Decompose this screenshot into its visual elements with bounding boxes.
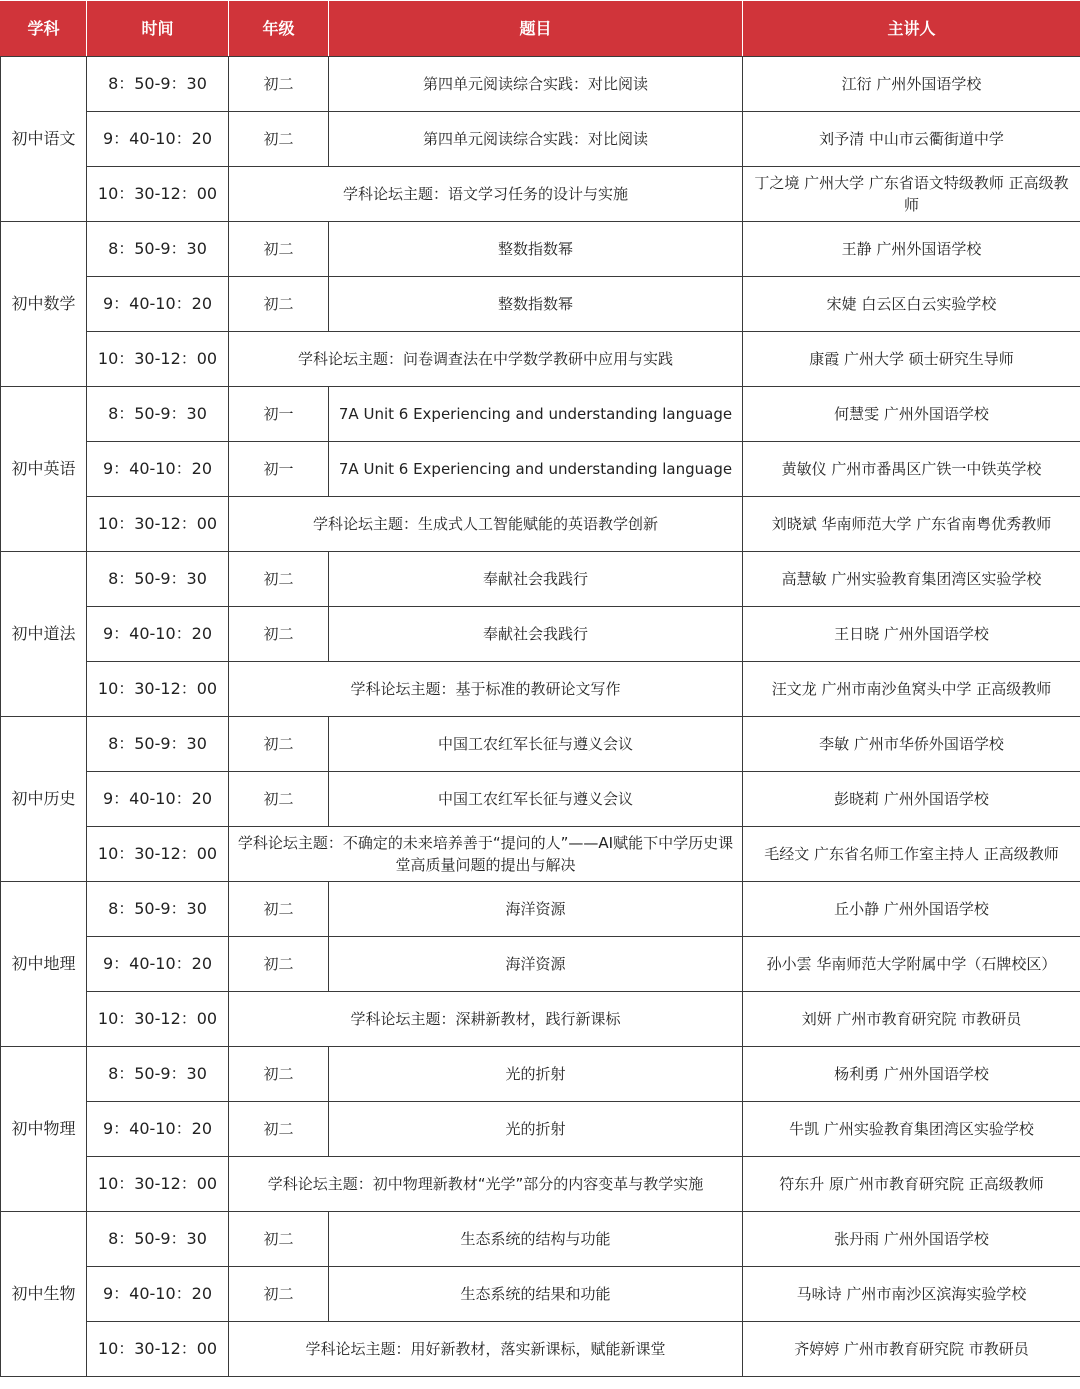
- forum-topic-cell: 学科论坛主题：深耕新教材，践行新课标: [229, 992, 743, 1047]
- table-row: [1, 112, 1080, 167]
- topic-cell: 整数指数幂: [329, 222, 743, 277]
- speaker-cell: 宋婕 白云区白云实验学校: [743, 277, 1080, 332]
- grade-cell: 初二: [229, 222, 329, 277]
- time-cell: 10：30-12：00: [87, 1157, 229, 1212]
- time-cell: 10：30-12：00: [87, 827, 229, 882]
- table-row: [1, 332, 1080, 387]
- header-topic: 题目: [329, 1, 743, 57]
- header-speaker: 主讲人: [743, 1, 1080, 57]
- topic-cell: 第四单元阅读综合实践：对比阅读: [329, 57, 743, 112]
- speaker-cell: 符东升 原广州市教育研究院 正高级教师: [743, 1157, 1080, 1212]
- time-cell: 8：50-9：30: [87, 1212, 229, 1267]
- subject-cell: 初中地理: [1, 882, 87, 1047]
- grade-cell: 初一: [229, 442, 329, 497]
- table-row: [1, 772, 1080, 827]
- time-cell: 10：30-12：00: [87, 167, 229, 222]
- grade-cell: 初二: [229, 717, 329, 772]
- subject-cell: 初中英语: [1, 387, 87, 552]
- grade-cell: 初二: [229, 1102, 329, 1157]
- grade-cell: 初一: [229, 387, 329, 442]
- table-row: [1, 827, 1080, 882]
- topic-cell: 整数指数幂: [329, 277, 743, 332]
- speaker-cell: 牛凯 广州实验教育集团湾区实验学校: [743, 1102, 1080, 1157]
- subject-cell: 初中语文: [1, 57, 87, 222]
- speaker-cell: 孙小雲 华南师范大学附属中学（石牌校区）: [743, 937, 1080, 992]
- time-cell: 10：30-12：00: [87, 332, 229, 387]
- table-row: [1, 222, 1080, 277]
- forum-topic-cell: 学科论坛主题：用好新教材，落实新课标，赋能新课堂: [229, 1322, 743, 1377]
- speaker-cell: 马咏诗 广州市南沙区滨海实验学校: [743, 1267, 1080, 1322]
- speaker-cell: 江衍 广州外国语学校: [743, 57, 1080, 112]
- table-row: [1, 882, 1080, 937]
- speaker-cell: 张丹雨 广州外国语学校: [743, 1212, 1080, 1267]
- grade-cell: 初二: [229, 772, 329, 827]
- speaker-cell: 毛经文 广东省名师工作室主持人 正高级教师: [743, 827, 1080, 882]
- speaker-cell: 李敏 广州市华侨外国语学校: [743, 717, 1080, 772]
- speaker-cell: 丁之境 广州大学 广东省语文特级教师 正高级教师: [743, 167, 1080, 222]
- table-row: [1, 1102, 1080, 1157]
- time-cell: 8：50-9：30: [87, 717, 229, 772]
- time-cell: 8：50-9：30: [87, 57, 229, 112]
- speaker-cell: 汪文龙 广州市南沙鱼窝头中学 正高级教师: [743, 662, 1080, 717]
- speaker-cell: 刘妍 广州市教育研究院 市教研员: [743, 992, 1080, 1047]
- time-cell: 9：40-10：20: [87, 1102, 229, 1157]
- table-row: [1, 387, 1080, 442]
- subject-cell: 初中道法: [1, 552, 87, 717]
- speaker-cell: 杨利勇 广州外国语学校: [743, 1047, 1080, 1102]
- table-row: [1, 552, 1080, 607]
- time-cell: 8：50-9：30: [87, 552, 229, 607]
- grade-cell: 初二: [229, 552, 329, 607]
- time-cell: 9：40-10：20: [87, 937, 229, 992]
- time-cell: 9：40-10：20: [87, 1267, 229, 1322]
- speaker-cell: 刘晓斌 华南师范大学 广东省南粤优秀教师: [743, 497, 1080, 552]
- topic-cell: 生态系统的结果和功能: [329, 1267, 743, 1322]
- time-cell: 9：40-10：20: [87, 607, 229, 662]
- topic-cell: 第四单元阅读综合实践：对比阅读: [329, 112, 743, 167]
- speaker-cell: 丘小静 广州外国语学校: [743, 882, 1080, 937]
- subject-cell: 初中历史: [1, 717, 87, 882]
- grade-cell: 初二: [229, 277, 329, 332]
- subject-cell: 初中生物: [1, 1212, 87, 1377]
- grade-cell: 初二: [229, 882, 329, 937]
- table-row: [1, 607, 1080, 662]
- header-subject: 学科: [1, 1, 87, 57]
- speaker-cell: 何慧雯 广州外国语学校: [743, 387, 1080, 442]
- time-cell: 8：50-9：30: [87, 882, 229, 937]
- topic-cell: 光的折射: [329, 1102, 743, 1157]
- table-row: [1, 992, 1080, 1047]
- topic-cell: 生态系统的结构与功能: [329, 1212, 743, 1267]
- time-cell: 10：30-12：00: [87, 497, 229, 552]
- grade-cell: 初二: [229, 112, 329, 167]
- header-grade: 年级: [229, 1, 329, 57]
- table-row: [1, 1267, 1080, 1322]
- forum-topic-cell: 学科论坛主题：不确定的未来培养善于“提问的人”——AI赋能下中学历史课堂高质量问题的提出与解决: [229, 827, 743, 882]
- time-cell: 10：30-12：00: [87, 992, 229, 1047]
- topic-cell: 奉献社会我践行: [329, 552, 743, 607]
- grade-cell: 初二: [229, 607, 329, 662]
- table-row: [1, 662, 1080, 717]
- time-cell: 8：50-9：30: [87, 1047, 229, 1102]
- forum-topic-cell: 学科论坛主题：初中物理新教材“光学”部分的内容变革与教学实施: [229, 1157, 743, 1212]
- forum-topic-cell: 学科论坛主题：基于标准的教研论文写作: [229, 662, 743, 717]
- topic-cell: 奉献社会我践行: [329, 607, 743, 662]
- table-row: [1, 167, 1080, 222]
- table-row: [1, 1322, 1080, 1377]
- time-cell: 9：40-10：20: [87, 277, 229, 332]
- table-row: [1, 277, 1080, 332]
- subject-cell: 初中物理: [1, 1047, 87, 1212]
- topic-cell: 海洋资源: [329, 882, 743, 937]
- table-row: [1, 57, 1080, 112]
- time-cell: 9：40-10：20: [87, 442, 229, 497]
- speaker-cell: 齐婷婷 广州市教育研究院 市教研员: [743, 1322, 1080, 1377]
- speaker-cell: 王静 广州外国语学校: [743, 222, 1080, 277]
- table-row: [1, 937, 1080, 992]
- subject-cell: 初中数学: [1, 222, 87, 387]
- grade-cell: 初二: [229, 1267, 329, 1322]
- speaker-cell: 黄敏仪 广州市番禺区广铁一中铁英学校: [743, 442, 1080, 497]
- table-row: [1, 497, 1080, 552]
- grade-cell: 初二: [229, 1047, 329, 1102]
- time-cell: 10：30-12：00: [87, 662, 229, 717]
- speaker-cell: 刘予清 中山市云衢街道中学: [743, 112, 1080, 167]
- topic-cell: 7A Unit 6 Experiencing and understanding language: [329, 387, 743, 442]
- table-row: [1, 1047, 1080, 1102]
- forum-topic-cell: 学科论坛主题：语文学习任务的设计与实施: [229, 167, 743, 222]
- table-row: [1, 717, 1080, 772]
- table-row: [1, 442, 1080, 497]
- header-time: 时间: [87, 1, 229, 57]
- table-row: [1, 1212, 1080, 1267]
- header-row: [1, 1, 1080, 57]
- topic-cell: 海洋资源: [329, 937, 743, 992]
- grade-cell: 初二: [229, 1212, 329, 1267]
- grade-cell: 初二: [229, 57, 329, 112]
- topic-cell: 7A Unit 6 Experiencing and understanding language: [329, 442, 743, 497]
- speaker-cell: 高慧敏 广州实验教育集团湾区实验学校: [743, 552, 1080, 607]
- time-cell: 9：40-10：20: [87, 112, 229, 167]
- speaker-cell: 王日晓 广州外国语学校: [743, 607, 1080, 662]
- forum-topic-cell: 学科论坛主题：问卷调查法在中学数学教研中应用与实践: [229, 332, 743, 387]
- speaker-cell: 康霞 广州大学 硕士研究生导师: [743, 332, 1080, 387]
- topic-cell: 中国工农红军长征与遵义会议: [329, 717, 743, 772]
- forum-topic-cell: 学科论坛主题：生成式人工智能赋能的英语教学创新: [229, 497, 743, 552]
- time-cell: 8：50-9：30: [87, 387, 229, 442]
- speaker-cell: 彭晓莉 广州外国语学校: [743, 772, 1080, 827]
- time-cell: 10：30-12：00: [87, 1322, 229, 1377]
- table-row: [1, 1157, 1080, 1212]
- grade-cell: 初二: [229, 937, 329, 992]
- time-cell: 8：50-9：30: [87, 222, 229, 277]
- time-cell: 9：40-10：20: [87, 772, 229, 827]
- topic-cell: 中国工农红军长征与遵义会议: [329, 772, 743, 827]
- topic-cell: 光的折射: [329, 1047, 743, 1102]
